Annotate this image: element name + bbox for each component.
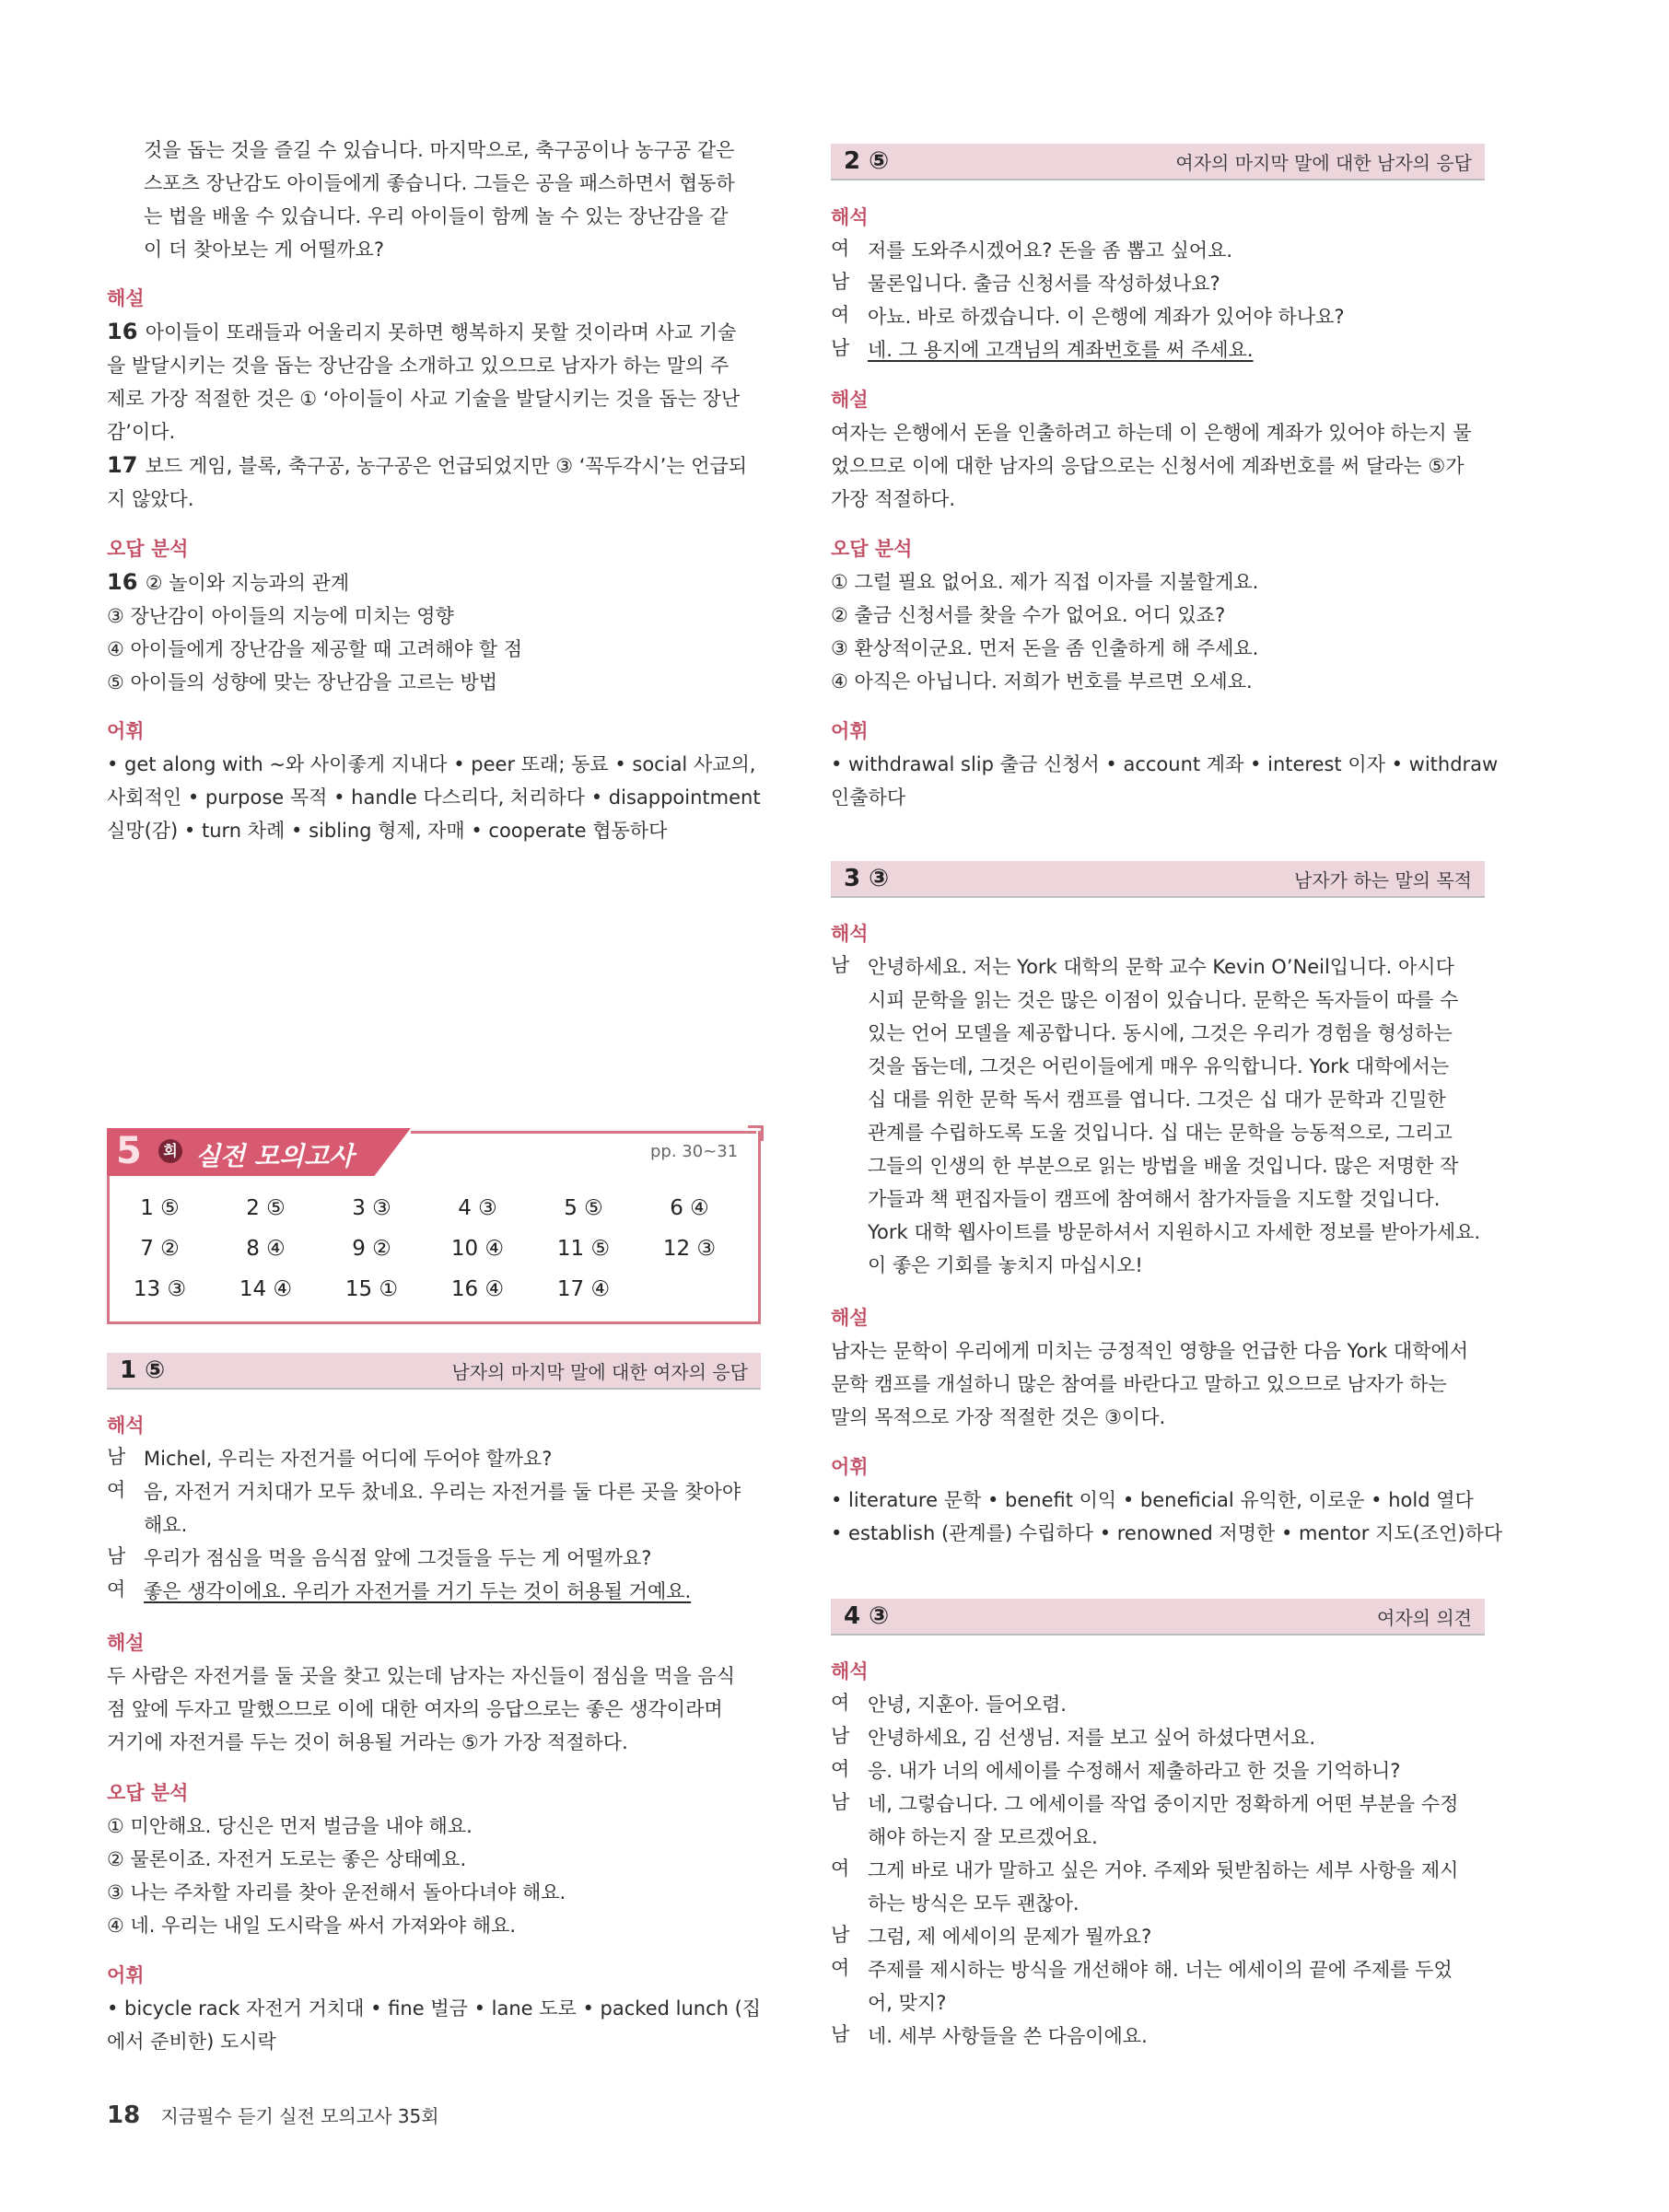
dialogue-turn [831, 267, 1481, 300]
dialogue-text: 안녕하세요, 김 선생님. 저를 보고 싶어 하셨다면서요. [868, 1727, 1316, 1749]
wrong-analysis-line [107, 666, 757, 699]
monologue-line: 이 좋은 기회를 놓치지 마십시오! [868, 1254, 1143, 1276]
q4-translation-heading: 해석 [831, 1660, 869, 1682]
q2-header-bar [831, 144, 1485, 180]
wrong-analysis-line: ③ 환상적이군요. 먼저 돈을 좀 인출하게 해 주세요. [831, 637, 1259, 659]
wrong-analysis-line [107, 633, 757, 666]
dialogue-turn [107, 1442, 757, 1475]
monologue-line: 그들의 인생의 한 부분으로 읽는 방법을 배울 것입니다. 많은 저명한 작 [868, 1155, 1459, 1177]
dialogue-text: 그럼, 제 에세이의 문제가 뭘까요? [868, 1926, 1152, 1948]
speaker-label: 남 [831, 1924, 850, 1946]
q4-dialogue [831, 1688, 1481, 2053]
explanation-line: 말의 목적으로 가장 적절한 것은 ③이다. [831, 1406, 1166, 1428]
vocab-line: • bicycle rack 자전거 거치대 • fine 벌금 • lane 도로 • packed lunch (집 [107, 1997, 762, 2020]
answer-cell: 1 ⑤ [140, 1196, 180, 1220]
book-title: 지금필수 듣기 실전 모의고사 35회 [160, 2105, 439, 2127]
dialogue-text: 네. 그 용지에 고객님의 계좌번호를 써 주세요. [868, 339, 1254, 361]
q4-translation [831, 1655, 1481, 2053]
q1-wrong-analysis [107, 1776, 757, 1942]
vocab-line: • establish (관계를) 수립하다 • renowned 저명한 • mentor 지도(조언)하다 [831, 1522, 1503, 1544]
dialogue-line [144, 1442, 757, 1475]
q3-vocab-heading: 어휘 [831, 1456, 869, 1478]
dialogue-text: 네, 그렇습니다. 그 에세이를 작업 중이지만 정확하게 어떤 부분을 수정 [868, 1793, 1459, 1815]
monologue-line: 것을 돕는데, 그것은 어린이들에게 매우 유익합니다. York 대학에서는 [868, 1055, 1450, 1077]
q1-vocab [107, 1959, 762, 2058]
q1-translation-heading: 해석 [107, 1415, 145, 1437]
wrong-analysis-heading: 오답 분석 [107, 538, 189, 560]
item-number: 17 [107, 452, 146, 478]
q2-wrong-heading: 오답 분석 [831, 538, 913, 560]
q3-explanation-text [831, 1334, 1481, 1434]
answer-cell [636, 1269, 742, 1310]
item-number: 16 [107, 569, 146, 595]
speaker-label: 여 [831, 1758, 850, 1780]
dialogue-line [868, 1854, 1481, 1887]
line-text: 보드 게임, 블록, 축구공, 농구공은 언급되었지만 ③ ‘꼭두각시’는 언급되 [145, 455, 748, 477]
q2-translation-heading: 해석 [831, 206, 869, 228]
wrong-analysis-line: ④ 네. 우리는 내일 도시락을 싸서 가져와야 해요. [107, 1915, 517, 1937]
dialogue-text: 좋은 생각이에요. 우리가 자전거를 거기 두는 것이 허용될 거예요. [144, 1580, 692, 1602]
answer-key-title: 실전 모의고사 [195, 1141, 355, 1171]
line-text: ⑤ 아이들의 성향에 맞는 장난감을 고르는 방법 [107, 671, 498, 693]
q1-subtitle: 남자의 마지막 말에 대한 여자의 응답 [451, 1360, 748, 1383]
answer-cell: 9 ② [352, 1237, 391, 1261]
q3-monologue [831, 950, 1481, 1282]
q1-explanation [107, 1626, 757, 1759]
q3-explanation-heading: 해설 [831, 1307, 869, 1329]
dialogue-text: 응. 내가 너의 에세이를 수정해서 제출하라고 한 것을 기억하니? [868, 1760, 1401, 1782]
dialogue-text: 물론입니다. 출금 신청서를 작성하셨나요? [868, 273, 1220, 295]
dialogue-line [868, 267, 1481, 300]
q2-wrong-analysis [831, 532, 1481, 698]
answer-row [107, 1269, 761, 1310]
monologue-line: 십 대를 위한 문학 독서 캠프를 엽니다. 그것은 십 대가 문학과 긴밀한 [868, 1089, 1446, 1111]
q2-explanation-heading: 해설 [831, 389, 869, 411]
dialogue-text: 해야 하는지 잘 모르겠어요. [868, 1826, 1098, 1848]
q2-translation [831, 201, 1481, 367]
dialogue-line [868, 1688, 1481, 1721]
wrong-analysis-line: ① 그럴 필요 없어요. 제가 직접 이자를 지불할게요. [831, 571, 1259, 593]
dialogue-turn [107, 1475, 757, 1542]
vocab-line: 사회적인 • purpose 목적 • handle 다스리다, 처리하다 • disappointment [107, 786, 761, 809]
speaker-label: 여 [831, 1692, 850, 1714]
explanation-line: 점 앞에 두자고 말했으므로 이에 대한 여자의 응답으로는 좋은 생각이라며 [107, 1698, 723, 1720]
dialogue-text: 그게 바로 내가 말하고 싶은 거야. 주제와 뒷받침하는 세부 사항을 제시 [868, 1859, 1459, 1881]
q1-wrong-heading: 오답 분석 [107, 1782, 189, 1804]
line-text: ③ 장난감이 아이들의 지능에 미치는 영향 [107, 605, 454, 627]
answer-cell: 15 ① [344, 1277, 399, 1301]
dialogue-line [868, 1920, 1481, 1953]
line-text: 감’이다. [107, 421, 176, 443]
vocab-heading: 어휘 [107, 720, 145, 742]
q2-vocab-list [831, 748, 1499, 814]
speaker-label: 여 [107, 1479, 126, 1501]
dialogue-turn [831, 1953, 1481, 2020]
q1-translation [107, 1409, 757, 1608]
wrong-analysis-line: ② 물론이죠. 자전거 도로는 좋은 상태예요. [107, 1848, 467, 1870]
answer-cell: 7 ② [140, 1237, 180, 1261]
q1-explanation-text [107, 1659, 757, 1759]
answer-cell: 12 ③ [662, 1237, 717, 1261]
dialogue-turn [107, 1542, 757, 1575]
answer-cell: 5 ⑤ [564, 1196, 603, 1220]
answer-row [107, 1228, 761, 1269]
speaker-label: 여 [831, 304, 850, 326]
dialogue-turn [831, 1688, 1481, 1721]
intro-line: 것을 돕는 것을 즐길 수 있습니다. 마지막으로, 축구공이나 농구공 같은 [144, 139, 735, 161]
q1-dialogue [107, 1442, 757, 1608]
vocab-line: • withdrawal slip 출금 신청서 • account 계좌 • interest 이자 • withdraw [831, 753, 1499, 775]
vocab-line: • literature 문학 • benefit 이익 • beneficial 유익한, 이로운 • hold 열다 [831, 1489, 1474, 1511]
q1-explanation-heading: 해설 [107, 1632, 145, 1654]
dialogue-line [868, 2020, 1481, 2053]
q3-speaker: 남 [831, 954, 850, 976]
q1-vocab-list [107, 1992, 762, 2058]
vocab-line: 인출하다 [831, 786, 906, 809]
explanation-line [107, 448, 757, 483]
answer-key-header [107, 1128, 411, 1176]
q2-dialogue [831, 234, 1481, 367]
q2-vocab-heading: 어휘 [831, 720, 869, 742]
monologue-line: 시피 문학을 읽는 것은 많은 이점이 있습니다. 문학은 독자들이 따를 수 [868, 989, 1459, 1011]
explanation-line: 남자는 문학이 우리에게 미치는 긍정적인 영향을 언급한 다음 York 대학에서 [831, 1340, 1469, 1362]
dialogue-line [868, 1754, 1481, 1787]
speaker-label: 여 [107, 1578, 126, 1601]
dialogue-text: 주제를 제시하는 방식을 개선해야 해. 너는 에세이의 끝에 주제를 두었 [868, 1959, 1453, 1981]
q2-vocab [831, 715, 1499, 814]
dialogue-turn [831, 1721, 1481, 1754]
explanation-16 [107, 315, 757, 448]
explanation-17 [107, 448, 757, 516]
dialogue-line [868, 1821, 1481, 1854]
vocab-line: 에서 준비한) 도시락 [107, 2031, 276, 2053]
intro-line: 이 더 찾아보는 게 어떨까요? [144, 239, 384, 261]
explanation-heading: 해설 [107, 287, 145, 309]
q2-wrong-list [831, 565, 1481, 698]
explanation-line: 여자는 은행에서 돈을 인출하려고 하는데 이 은행에 계좌가 있어야 하는지 물 [831, 422, 1472, 444]
explanation-line: 가장 적절하다. [831, 488, 956, 510]
vocab-block [107, 715, 761, 847]
answer-cell: 16 ④ [450, 1277, 505, 1301]
intro-passage [144, 134, 757, 266]
dialogue-line [144, 1575, 757, 1608]
monologue-line: 가들과 책 편집자들이 캠프에 참여해서 참가자들을 지도할 것입니다. [868, 1188, 1441, 1210]
dialogue-turn [831, 300, 1481, 333]
q1-wrong-list [107, 1810, 757, 1942]
dialogue-text: 하는 방식은 모두 괜찮아. [868, 1892, 1080, 1915]
dialogue-line [868, 333, 1481, 367]
q3-header-bar [831, 861, 1485, 898]
dialogue-line [868, 1887, 1481, 1920]
page-footer [107, 2101, 439, 2129]
explanation-line: 거기에 자전거를 두는 것이 허용될 거라는 ⑤가 가장 적절하다. [107, 1731, 628, 1753]
speaker-label: 남 [107, 1545, 126, 1567]
dialogue-line [144, 1508, 757, 1542]
dialogue-line [868, 234, 1481, 267]
q2-number: 2 ⑤ [844, 147, 890, 175]
dialogue-turn [831, 1920, 1481, 1953]
explanation-line: 었으므로 이에 대한 남자의 응답으로는 신청서에 계좌번호를 써 달라는 ⑤가 [831, 455, 1465, 477]
vocab-list [107, 748, 761, 847]
dialogue-line [868, 1953, 1481, 1986]
speaker-label: 남 [831, 271, 850, 293]
page-number: 18 [107, 2101, 141, 2129]
explanation-block [107, 282, 757, 516]
answer-grid [107, 1188, 761, 1310]
answer-cell: 8 ④ [246, 1237, 286, 1261]
q2-subtitle: 여자의 마지막 말에 대한 남자의 응답 [1175, 151, 1472, 174]
line-text: ② 놀이와 지능과의 관계 [145, 572, 350, 594]
dialogue-text: 어, 맞지? [868, 1992, 947, 2014]
dialogue-turn [831, 234, 1481, 267]
answer-key-top-border [411, 1131, 756, 1134]
vocab-line: 실망(감) • turn 차례 • sibling 형제, 자매 • cooperate 협동하다 [107, 820, 668, 842]
dialogue-line [144, 1542, 757, 1575]
dialogue-turn [831, 333, 1481, 367]
wrong-analysis-line: ④ 아직은 아닙니다. 저희가 번호를 부르면 오세요. [831, 670, 1253, 693]
q2-explanation [831, 383, 1481, 516]
answer-row [107, 1188, 761, 1228]
speaker-label: 남 [831, 1725, 850, 1747]
dialogue-text: 안녕, 지훈아. 들어오렴. [868, 1694, 1067, 1716]
answer-cell: 13 ③ [133, 1277, 187, 1301]
intro-line: 는 법을 배울 수 있습니다. 우리 아이들이 함께 놀 수 있는 장난감을 같 [144, 205, 729, 227]
explanation-line: 문학 캠프를 개설하니 많은 참여를 바란다고 말하고 있으므로 남자가 하는 [831, 1373, 1447, 1395]
wrong-analysis-block [107, 532, 757, 699]
explanation-line: 두 사람은 자전거를 둘 곳을 찾고 있는데 남자는 자신들이 점심을 먹을 음식 [107, 1665, 736, 1687]
dialogue-line [868, 1721, 1481, 1754]
answer-key-corner [748, 1125, 764, 1141]
explanation-line [107, 382, 757, 415]
dialogue-line [868, 300, 1481, 333]
explanation-line [107, 415, 757, 448]
dialogue-text: 저를 도와주시겠어요? 돈을 좀 뽑고 싶어요. [868, 239, 1233, 262]
monologue-line: 있는 언어 모델을 제공합니다. 동시에, 그것은 우리가 경험을 형성하는 [868, 1022, 1453, 1044]
q4-header-bar [831, 1599, 1485, 1636]
dialogue-line [144, 1475, 757, 1508]
q3-translation-heading: 해석 [831, 923, 869, 945]
item-number: 16 [107, 319, 146, 344]
dialogue-turn [107, 1575, 757, 1608]
speaker-label: 여 [831, 238, 850, 260]
monologue-line: York 대학 웹사이트를 방문하셔서 지원하시고 자세한 정보를 받아가세요. [868, 1221, 1481, 1243]
monologue-line: 관계를 수립하도록 도울 것입니다. 십 대는 문학을 능동적으로, 그리고 [868, 1122, 1453, 1144]
round-badge: 회 [158, 1139, 182, 1163]
answer-cell: 11 ⑤ [556, 1237, 611, 1261]
q2-explanation-text [831, 416, 1481, 516]
dialogue-text: 해요. [144, 1514, 188, 1536]
dialogue-turn [831, 1787, 1481, 1854]
explanation-line [107, 315, 757, 349]
speaker-label: 남 [831, 1791, 850, 1813]
answer-cell: 14 ④ [239, 1277, 293, 1301]
dialogue-text: 음, 자전거 거치대가 모두 찼네요. 우리는 자전거를 둘 다른 곳을 찾아야 [144, 1481, 741, 1503]
q3-vocab-list [831, 1484, 1503, 1550]
dialogue-line [868, 1787, 1481, 1821]
dialogue-text: Michel, 우리는 자전거를 어디에 두어야 할까요? [144, 1448, 553, 1470]
vocab-line: • get along with ~와 사이좋게 지내다 • peer 또래; 동료 • social 사교의, [107, 753, 756, 775]
q3-monologue-lines [868, 950, 1481, 1282]
q3-translation [831, 917, 1481, 1282]
answer-cell: 4 ③ [458, 1196, 497, 1220]
explanation-line [107, 483, 757, 516]
dialogue-line [868, 1986, 1481, 2020]
dialogue-text: 아뇨. 바로 하겠습니다. 이 은행에 계좌가 있어야 하나요? [868, 306, 1345, 328]
wrong-analysis-line: ② 출금 신청서를 찾을 수가 없어요. 어디 있죠? [831, 604, 1226, 626]
answer-cell: 3 ③ [352, 1196, 391, 1220]
q1-vocab-heading: 어휘 [107, 1964, 145, 1986]
speaker-label: 여 [831, 1857, 850, 1880]
line-text: 제로 가장 적절한 것은 ① ‘아이들이 사교 기술을 발달시키는 것을 돕는 장난 [107, 388, 741, 410]
wrong-analysis-list [107, 565, 757, 699]
q1-header-bar [107, 1353, 761, 1390]
speaker-label: 남 [831, 2023, 850, 2045]
test-number: 5 [116, 1130, 142, 1172]
explanation-line [107, 349, 757, 382]
wrong-analysis-line [107, 565, 757, 600]
line-text: 을 발달시키는 것을 돕는 장난감을 소개하고 있으므로 남자가 하는 말의 주 [107, 355, 729, 377]
speaker-label: 남 [831, 337, 850, 359]
q3-number: 3 ③ [844, 865, 890, 892]
dialogue-turn [831, 2020, 1481, 2053]
line-text: 아이들이 또래들과 어울리지 못하면 행복하지 못할 것이라며 사교 기술 [145, 321, 737, 343]
intro-line: 스포츠 장난감도 아이들에게 좋습니다. 그들은 공을 패스하면서 협동하 [144, 172, 735, 194]
answer-cell: 10 ④ [450, 1237, 505, 1261]
wrong-analysis-line: ③ 나는 주차할 자리를 찾아 운전해서 돌아다녀야 해요. [107, 1881, 566, 1903]
answer-cell: 6 ④ [670, 1196, 709, 1220]
wrong-analysis-line: ① 미안해요. 당신은 먼저 벌금을 내야 해요. [107, 1815, 473, 1837]
speaker-label: 여 [831, 1957, 850, 1979]
dialogue-turn [831, 1854, 1481, 1920]
dialogue-text: 네. 세부 사항들을 쓴 다음이에요. [868, 2025, 1148, 2047]
line-text: ④ 아이들에게 장난감을 제공할 때 고려해야 할 점 [107, 638, 522, 660]
wrong-analysis-line [107, 600, 757, 633]
q3-vocab [831, 1450, 1503, 1550]
dialogue-turn [831, 1754, 1481, 1787]
dialogue-text: 우리가 점심을 먹을 음식점 앞에 그것들을 두는 게 어떨까요? [144, 1547, 652, 1569]
line-text: 지 않았다. [107, 488, 194, 510]
q3-explanation [831, 1301, 1481, 1434]
monologue-line: 안녕하세요. 저는 York 대학의 문학 교수 Kevin O’Neil입니다. 아시다 [868, 956, 1454, 978]
answer-cell: 2 ⑤ [246, 1196, 286, 1220]
q3-subtitle: 남자가 하는 말의 목적 [1294, 868, 1472, 891]
q4-subtitle: 여자의 의견 [1377, 1606, 1472, 1629]
answer-cell: 17 ④ [556, 1277, 611, 1301]
speaker-label: 남 [107, 1446, 126, 1468]
q1-number: 1 ⑤ [120, 1356, 166, 1384]
answer-key-pages: pp. 30~31 [650, 1142, 739, 1161]
q4-number: 4 ③ [844, 1602, 890, 1630]
